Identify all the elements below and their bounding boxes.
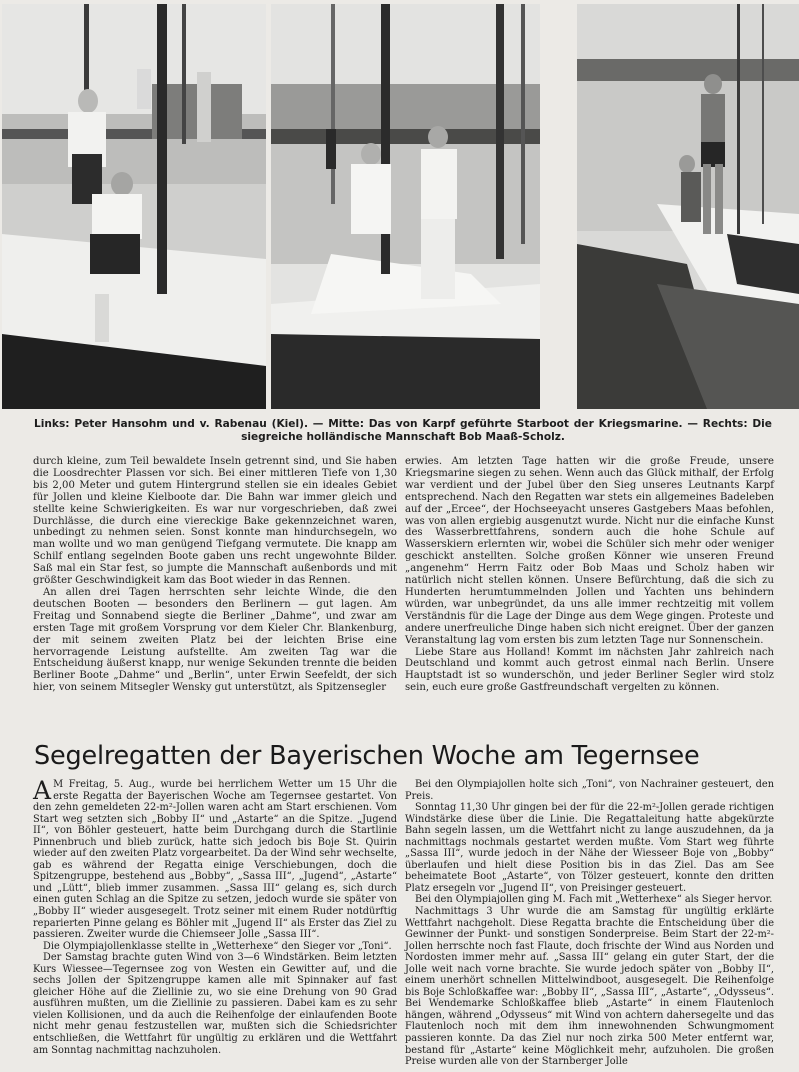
article-headline: Segelregatten der Bayerischen Woche am Tegernsee	[34, 741, 700, 771]
article-lower-right-column	[405, 779, 774, 1068]
paragraph: Nachmittags 3 Uhr wurde die am Samstag für ungültig erklärte Wettfahrt nachgeholt. Diese Regatta brachte die Entscheidung über die Gewinner der Punkt- und sonstigen Sonderpreise. Beim Start der 22-m²-Jollen herrschte noch fast Flaute, doch frischte der Wind aus Norden und Nordosten immer mehr auf. „Sassa III“ gelang ein guter Start, der die Jolle weit nach vorne brachte. Sie wurde jedoch später von „Bobby II“, einem unerhört schnellen Mittelwindboot, ausgesegelt. Die Reihenfolge bis Boje Schloßkaffee war: „Bobby II“, „Sassa III“, „Astarte“, „Odysseus“. Bei Wendemarke Schloßkaffee blieb „Astarte“ in einem Flautenloch hängen, während „Odysseus“ mit Wind von achtern dahersegelte und das Flautenloch noch mit dem ihm innewohnenden Schwungmoment passieren konnte. Da das Ziel nur noch zirka 500 Meter entfernt war, bestand für „Astarte“ keine Möglichkeit mehr, aufzuholen. Die großen Preise wurden alle von der Starnberger Jolle	[405, 906, 774, 1068]
paragraph: Liebe Stare aus Holland! Kommt im nächsten Jahr zahlreich nach Deutschland und kommt auch getrost einmal nach Berlin. Unsere Hauptstadt ist so wunderschön, und jeder Berliner Segler wird stolz sein, euch eure große Gastfreundschaft vergelten zu können.	[405, 646, 774, 694]
paragraph: Bei den Olympiajollen ging M. Fach mit „Wetterhexe“ als Sieger hervor.	[415, 894, 773, 906]
article-upper-right-column	[405, 456, 774, 694]
photo-right-image	[577, 4, 799, 409]
paragraph: Bei den Olympiajollen holte sich „Toni“, von Nachrainer gesteuert, den Preis.	[405, 779, 774, 802]
photo-middle-starboat	[271, 4, 540, 409]
dropcap: A	[33, 776, 52, 805]
paragraph: Die Olympiajollenklasse stellte in „Wetterhexe“ den Sieger vor „Toni“.	[43, 940, 392, 952]
paragraph: durch kleine, zum Teil bewaldete Inseln getrennt sind, und Sie haben die Loosdrechter Plassen vor sich. Bei einer mittleren Tiefe von 1,30 bis 2,00 Meter und gutem Hintergrund stellen sie ein ideales Gebiet für Jollen und kleine Kielboote dar. Die Bahn war immer gleich und stellte keine Schwierigkeiten. Es war nur vorgeschrieben, daß zwei Durchlässe, die durch eine viereckige Bake gekennzeichnet waren, unbedingt zu nehmen seien. Sonst konnte man hindurchsegeln, wo man wollte und wo man genügend Tiefgang vermutete. Die knapp am Schilf entlang segelnden Boote gaben uns recht ungewohnte Bilder. Saß mal ein Star fest, so jumpte die Mannschaft außenbords und mit größter Geschwindigkeit kam das Boot wieder in das Rennen.	[33, 456, 397, 587]
photo-caption: Links: Peter Hansohm und v. Rabenau (Kiel). — Mitte: Das von Karpf geführte Starboot der Kriegsmarine. — Rechts: Die siegreiche holländische Mannschaft Bob Maaß-Scholz.	[34, 418, 772, 443]
photo-right-dutch-crew	[577, 4, 799, 409]
paragraph-text: M Freitag, 5. Aug., wurde bei herrlichem Wetter um 15 Uhr die erste Regatta der Bayerischen Woche am Tegernsee gestartet. Von den zehn gemeldeten 22-m²-Jollen waren acht am Start erschienen. Vom Start weg setzten sich „Bobby II“ und „Astarte“ an die Spitze. „Jugend II“, von Böhler gesteuert, hatte beim Durchgang durch die Startlinie Pinnenbruch und blieb zurück, hatte sich jedoch bis Boje St. Quirin wieder auf den zweiten Platz vorgearbeitet. Da der Wind sehr wechselte, gab es während der Regatta einige Verschiebungen, doch die Spitzengruppe, bestehend aus „Bobby“, „Sassa III“, „Jugend“, „Astarte“ und „Lütt“, blieb immer zusammen. „Sassa III“ gelang es, sich durch einen guten Schlag an die Spitze zu setzen, jedoch wurde sie später von „Bobby II“ wieder ausgesegelt. Trotz seiner mit einem Ruder notdürftig reparierten Pinne gelang es Böhler mit „Jugend II“ als Erster das Ziel zu passieren. Zweiter wurde die Chiemseer Jolle „Sassa III“.	[33, 779, 397, 941]
photo-left-sailors-on-boat	[2, 4, 266, 409]
article-lower-left-column	[33, 776, 397, 1056]
article-upper-left-column	[33, 456, 397, 694]
paragraph: erwies. Am letzten Tage hatten wir die große Freude, unsere Kriegsmarine siegen zu sehen. Wenn auch das Glück mithalf, der Erfolg war verdient und der Jubel über den Sieg unseres Leutnants Karpf entsprechend. Nach den Regatten war stets ein allgemeines Badeleben auf der „Ercee“, der Hochseeyacht unseres Gastgebers Maas befohlen, was von allen ergiebig ausgenutzt wurde. Nicht nur die einfache Kunst des Wasserbrettfahrens, sondern auch die hohe Schule auf Wasserskiern erlernten wir, wobei die Schüler sich mehr oder weniger geschickt anstellten. Solche großen Könner wie unseren Freund „angenehm“ Herrn Faitz oder Bob Maas und Scholz haben wir natürlich nicht stellen können. Unsere Befürchtung, daß die sich zu Hunderten herumtummelnden Jollen und Yachten uns behindern würden, war unbegründet, da uns alle immer rechtzeitig mit vollem Verständnis für die Lage der Dinge aus dem Wege gingen. Proteste und andere unerfreuliche Dinge haben sich nicht ereignet. Über der ganzen Veranstaltung lag vom ersten bis zum letzten Tage nur Sonnenschein.	[405, 456, 774, 646]
paragraph: Der Samstag brachte guten Wind von 3—6 Windstärken. Beim letzten Kurs Wiessee—Tegernsee zog von Westen ein Gewitter auf, und die sechs Jollen der Spitzengruppe kamen alle mit Spinnaker auf fast gleicher Höhe auf die Ziellinie zu, wo sie eine Drehung von 90 Grad ausführen mußten, um die Ziellinie zu passieren. Dabei kam es zu sehr vielen Kollisionen, und da auch die Reihenfolge der einlaufenden Boote nicht mehr genau festzustellen war, mußten sich die Schiedsrichter entschließen, die Wettfahrt für ungültig zu erklären und die Wettfahrt am Sonntag nachmittag nachzuholen.	[33, 952, 397, 1056]
photo-left-image	[2, 4, 266, 409]
paragraph: An allen drei Tagen herrschten sehr leichte Winde, die den deutschen Booten — besonders den Berlinern — gut lagen. Am Freitag und Sonnabend siegte die Berliner „Dahme“, und zwar am ersten Tage mit großem Vorsprung vor dem Kieler Chr. Blankenburg, der mit seinem zweiten Platz bei der leichten Brise eine hervorragende Leistung aufstellte. Am zweiten Tag war die Entscheidung äußerst knapp, nur wenige Sekunden trennte die beiden Berliner Boote „Dahme“ und „Berlin“, unter Erwin Seefeldt, der sich hier, von seinem Mitsegler Wensky gut unterstützt, als Spitzensegler	[33, 586, 397, 694]
photo-middle-image	[271, 4, 540, 409]
paragraph: Sonntag 11,30 Uhr gingen bei der für die 22-m²-Jollen gerade richtigen Windstärke diese über die Linie. Die Regattaleitung hatte abgekürzte Bahn segeln lassen, um die Wettfahrt nicht zu lange auszudehnen, da ja nachmittags nochmals gestartet werden mußte. Vom Start weg führte „Sassa III“, wurde jedoch in der Nähe der Wiesseer Boje von „Bobby“ überlaufen und hielt diese Position bis in das Ziel. Das am See beheimatete Boot „Astarte“, von Tölzer gesteuert, konnte den dritten Platz ersegeln vor „Jugend II“, von Preisinger gesteuert.	[405, 802, 774, 894]
paragraph-with-dropcap	[33, 776, 397, 941]
